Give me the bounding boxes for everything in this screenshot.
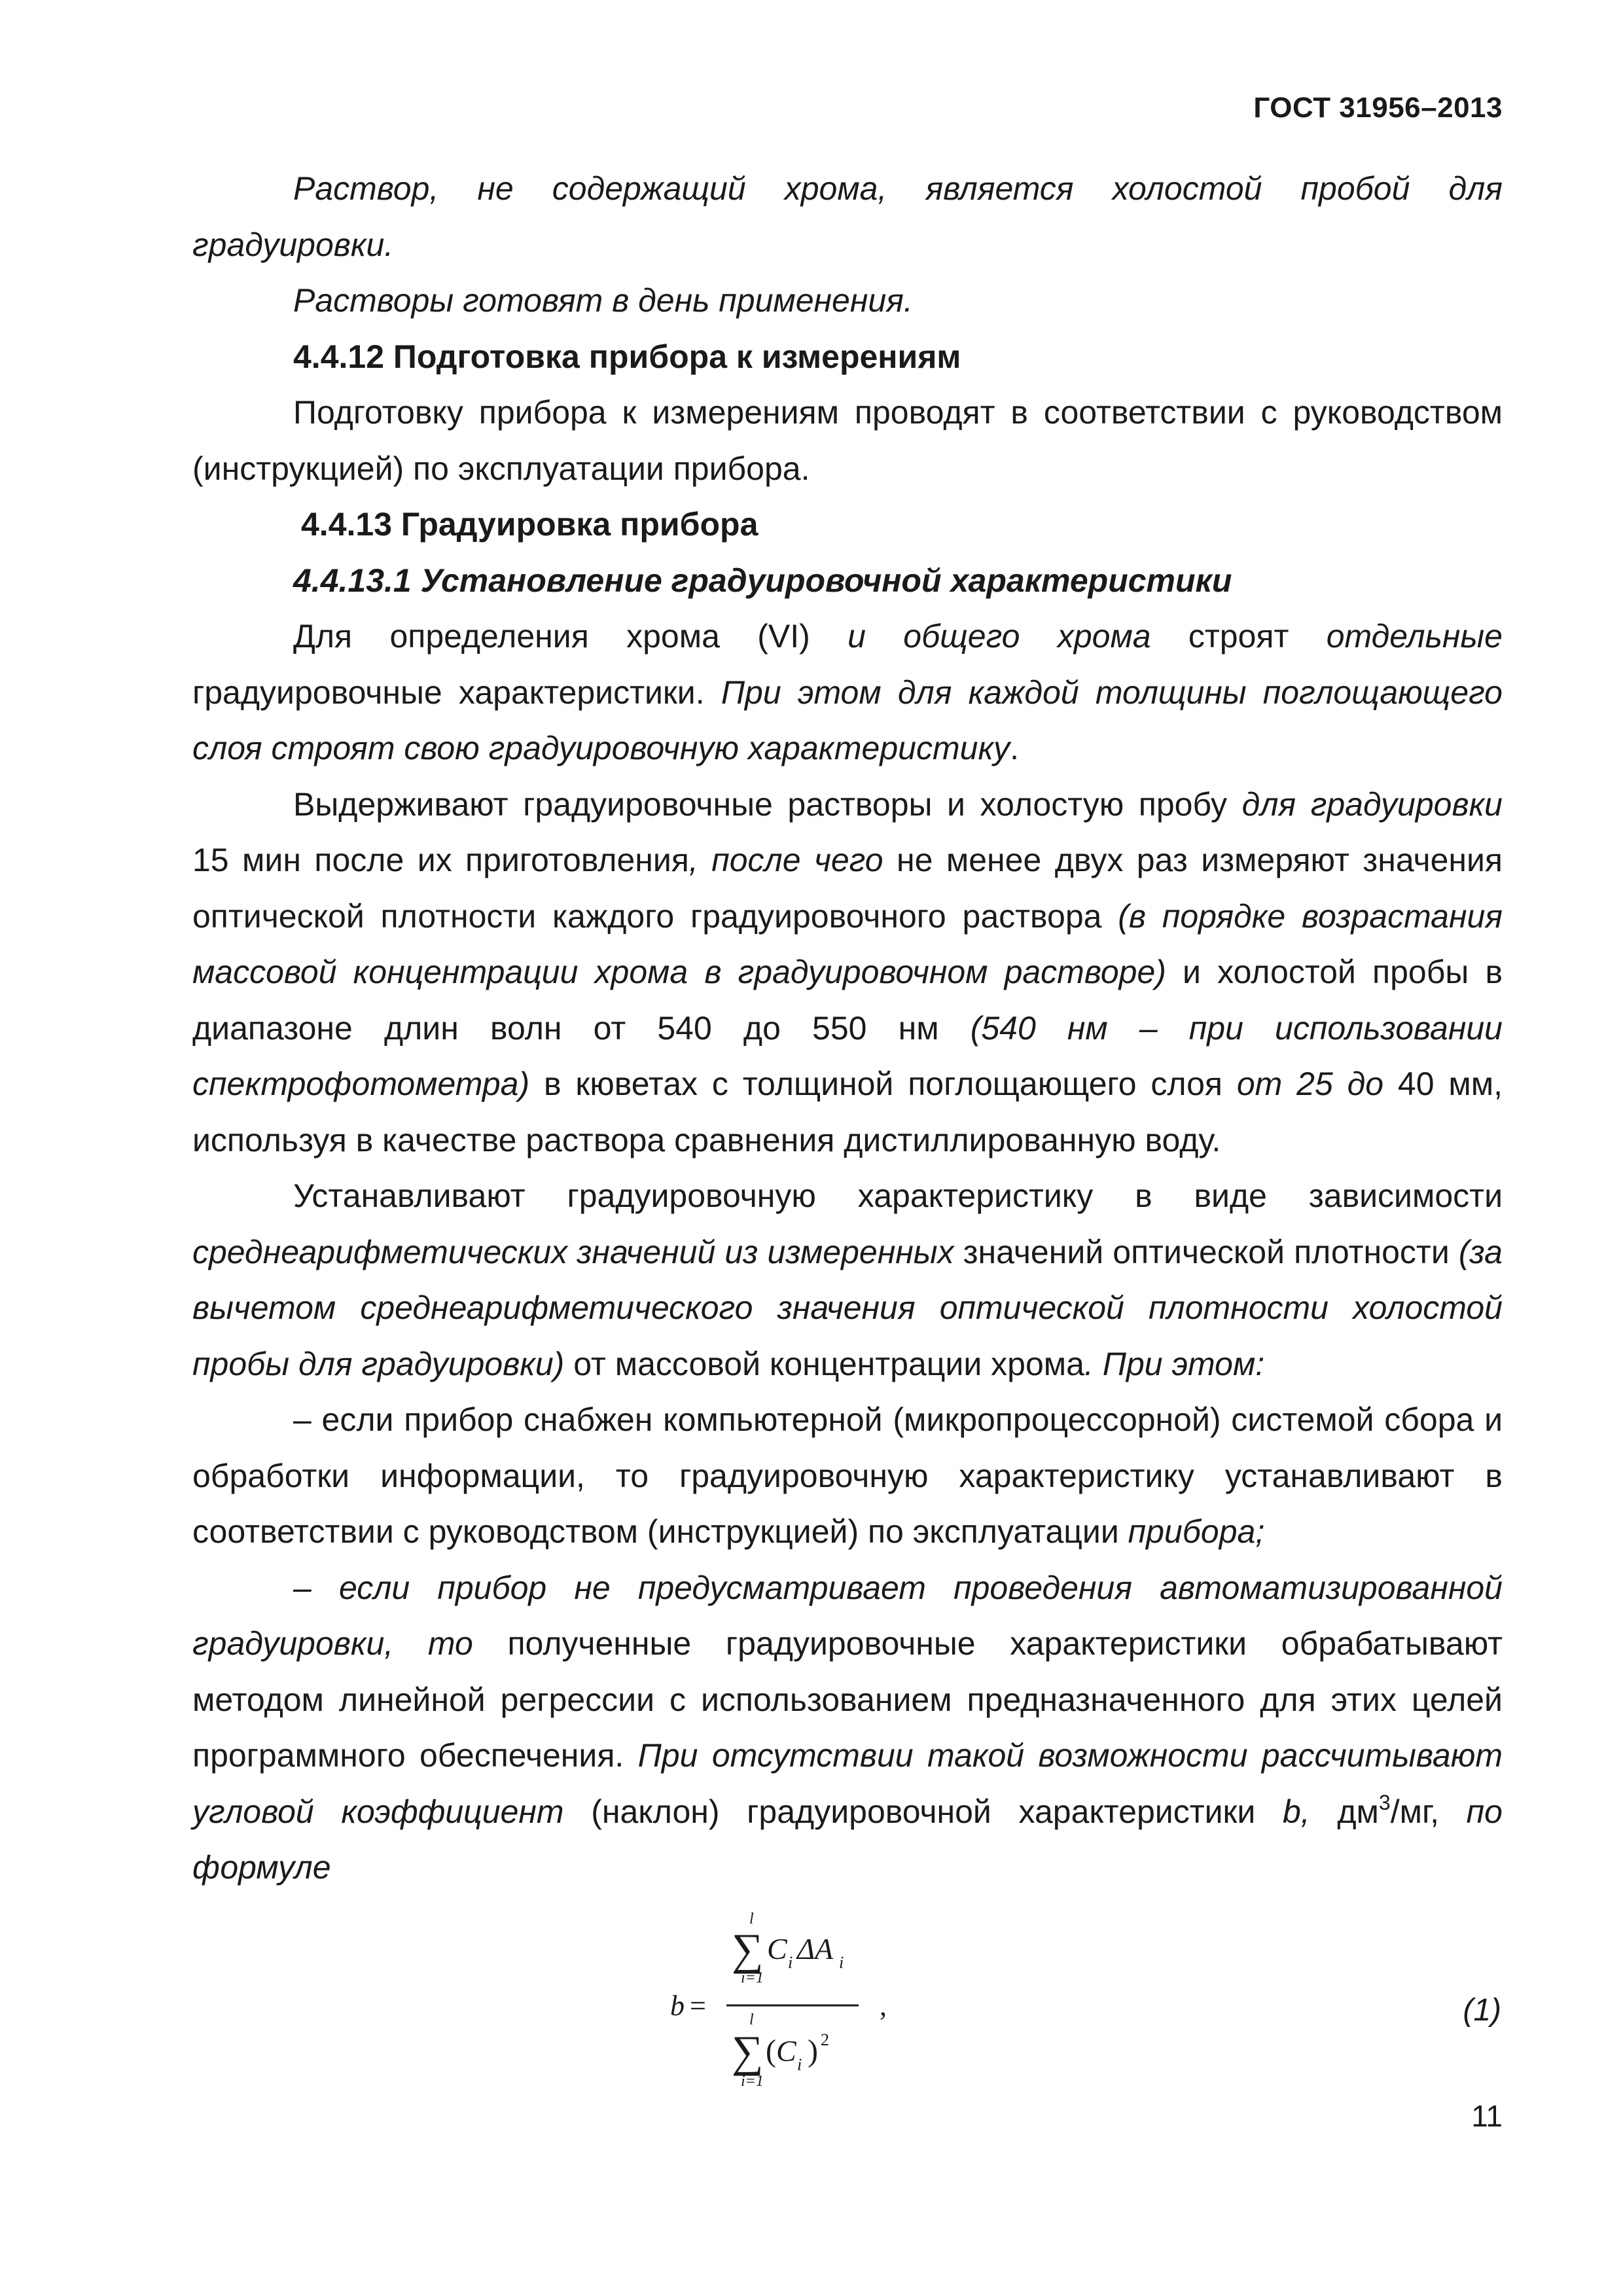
- num-c-sub: i: [788, 1952, 793, 1972]
- num-delta-a: ΔA: [797, 1931, 834, 1965]
- den-open-paren: (: [766, 2033, 776, 2068]
- den-c-sub: i: [797, 2054, 802, 2074]
- document-body: [192, 161, 1503, 2117]
- den-close-paren: ): [808, 2033, 818, 2068]
- num-delta-sub: i: [839, 1952, 844, 1972]
- slope-formula: [664, 1905, 1030, 2108]
- paragraph-blank-solution: Раствор, не содержащий хрома, является холостой пробой для градуировки.: [192, 170, 1503, 263]
- num-upper-limit: l: [749, 1910, 754, 1928]
- den-sigma: ∑: [732, 2026, 764, 2076]
- paragraph-optical-density-measurement: Выдерживают градуировочные растворы и холостую пробу для градуировки 15 мин после их приготовления, после чего не менее двух раз измеряют значения оптической плотности каждого градуировочного раствора (в порядке возрастания массовой концентрации хрома в градуировочном растворе) и холостой пробы в диапазоне длин волн от 540 до 550 нм (540 нм – при использовании спектрофотометра) в кюветах с толщиной поглощающего слоя от 25 до 40 мм, используя в качестве раствора сравнения дистиллированную воду.: [192, 785, 1503, 1158]
- formula-lhs: b: [670, 1989, 685, 2022]
- paragraph-calibration-characteristics: Для определения хрома (VI) и общего хрома строят отдельные градуировочные характеристики. При этом для каждой толщины поглощающего слоя строят свою градуировочную характеристику.: [192, 618, 1503, 766]
- formula-comma: ,: [880, 1989, 887, 2022]
- document-header: ГОСТ 31956–2013: [1253, 92, 1503, 124]
- den-lower-limit: i=1: [741, 2072, 764, 2090]
- paragraph-prepared-same-day: Растворы готовят в день применения.: [293, 282, 913, 319]
- list-item-no-automated-calibration: – если прибор не предусматривает проведения автоматизированной градуировки, то полученные градуировочные характеристики обрабатывают методом линейной регрессии с использованием предназначенного для этих целей программного обеспечения. При отсутствии такой возможности рассчитывают угловой коэффициент (наклон) градуировочной характеристики b, $дм^3/мг$, по формуле: [192, 1569, 1503, 1886]
- den-upper-limit: l: [749, 2011, 754, 2028]
- formula-block: [192, 1901, 1503, 2117]
- section-heading-4-4-12: 4.4.12 Подготовка прибора к измерениям: [293, 338, 961, 375]
- num-c: C: [767, 1931, 787, 1965]
- section-heading-4-4-13: 4.4.13 Градуировка прибора: [301, 506, 758, 543]
- section-heading-4-4-13-1: 4.4.13.1 Установление градуировочной характеристики: [293, 562, 1232, 599]
- paragraph-calibration-dependence: Устанавливают градуировочную характеристику в виде зависимости среднеарифметических значений из измеренных значений оптической плотности (за вычетом среднеарифметического значения оптической плотности холостой пробы для градуировки) от массовой концентрации хрома. При этом:: [192, 1177, 1503, 1382]
- den-c: C: [776, 2034, 796, 2068]
- den-exponent: 2: [821, 2030, 829, 2049]
- num-lower-limit: i=1: [741, 1969, 764, 1986]
- num-sigma: ∑: [732, 1924, 764, 1974]
- page-number: 11: [1471, 2099, 1503, 2133]
- equation-number: (1): [1463, 1992, 1501, 2028]
- formula-svg: [664, 1905, 1030, 2108]
- formula-equals: =: [690, 1989, 706, 2022]
- list-item-computer-system: – если прибор снабжен компьютерной (микропроцессорной) системой сбора и обработки информации, то градуировочную характеристику устанавливают в соответствии с руководством (инструкцией) по эксплуатации прибора;: [192, 1401, 1503, 1550]
- paragraph-instrument-preparation: Подготовку прибора к измерениям проводят в соответствии с руководством (инструкцией) по эксплуатации прибора.: [192, 394, 1503, 487]
